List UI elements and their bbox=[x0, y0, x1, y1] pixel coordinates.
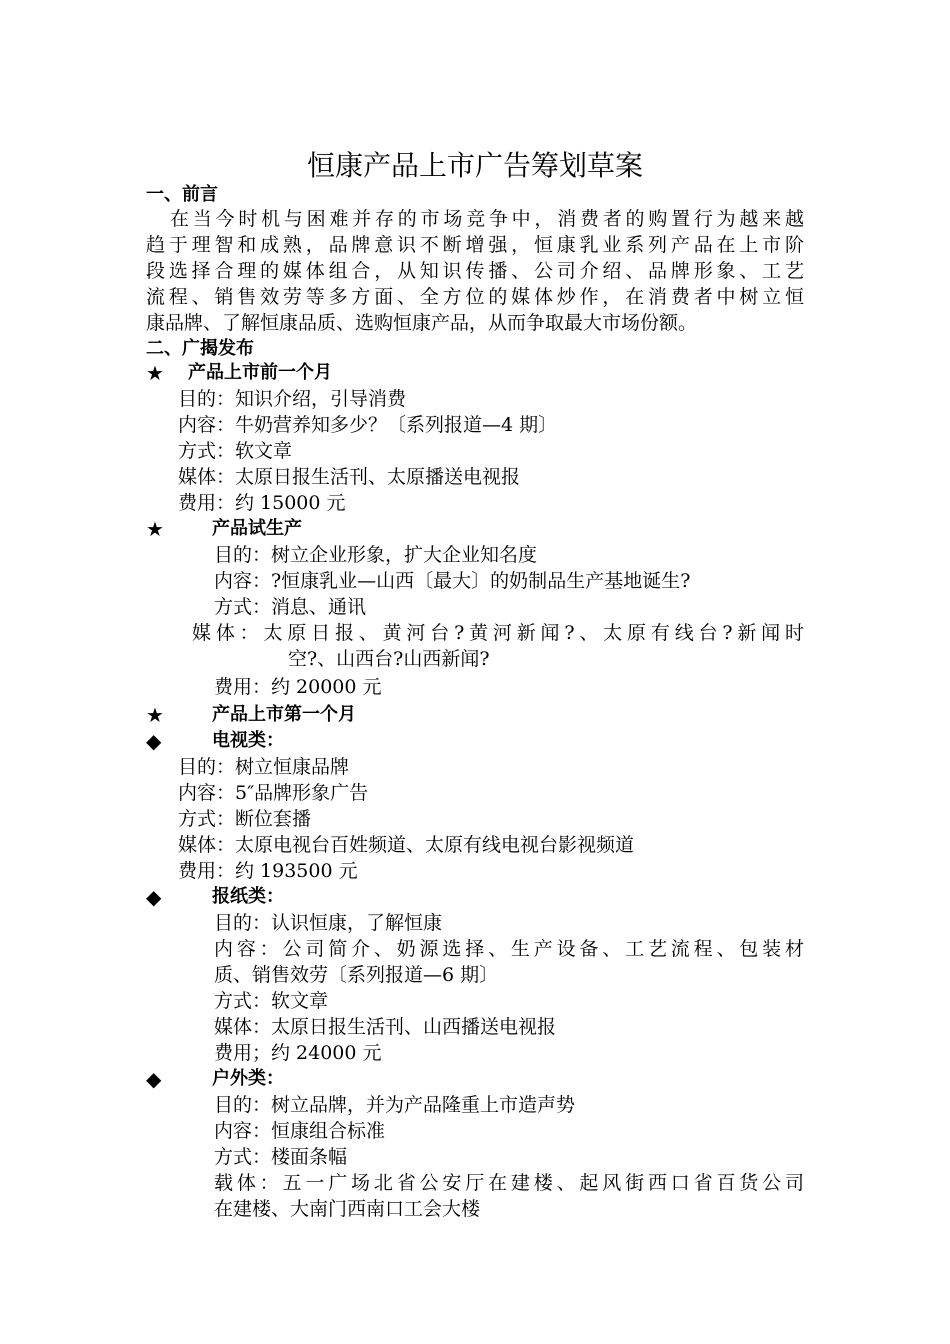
diamond-bullet-icon: ◆ bbox=[146, 1067, 162, 1091]
outdoor-content: 内容：恒康组合标准 bbox=[214, 1120, 386, 1142]
newspaper-heading: 报纸类： bbox=[212, 886, 284, 907]
tv-cost: 费用：约 193500 元 bbox=[178, 860, 358, 882]
section-heading-preface: 一、前言 bbox=[146, 184, 218, 205]
outdoor-method: 方式：楼面条幅 bbox=[214, 1146, 348, 1168]
tv-heading: 电视类： bbox=[212, 730, 284, 751]
star-bullet-icon: ★ bbox=[146, 517, 164, 541]
star-bullet-icon: ★ bbox=[146, 703, 164, 727]
preface-line-1: 在当今时机与困难并存的市场竞争中，消费者的购置行为越来越 bbox=[170, 208, 804, 230]
preface-line-5: 康品牌、了解恒康品质、选购恒康产品，从而争取最大市场份额。 bbox=[146, 312, 698, 334]
star-bullet-icon: ★ bbox=[146, 361, 164, 385]
block2-content: 内容：?恒康乳业—山西〔最大〕的奶制品生产基地诞生? bbox=[214, 570, 691, 592]
outdoor-carrier-line2: 在建楼、大南门西南口工会大楼 bbox=[214, 1198, 481, 1220]
tv-method: 方式：断位套播 bbox=[178, 808, 312, 830]
tv-media: 媒体：太原电视台百姓频道、太原有线电视台影视频道 bbox=[178, 834, 635, 856]
block2-method: 方式：消息、通讯 bbox=[214, 596, 367, 618]
block1-method: 方式：软文章 bbox=[178, 440, 293, 462]
block2-media-line2: 空?、山西台?山西新闻? bbox=[288, 648, 490, 670]
newspaper-method: 方式：软文章 bbox=[214, 990, 329, 1012]
tv-content: 内容：5″品牌形象广告 bbox=[178, 782, 369, 804]
outdoor-carrier-line1: 载体：五一广场北省公安厅在建楼、起风街西口省百货公司 bbox=[214, 1172, 804, 1194]
block2-heading: 产品试生产 bbox=[212, 518, 302, 539]
block2-media-line1: 媒体：太原日报、黄河台?黄河新闻?、太原有线台?新闻时 bbox=[192, 622, 804, 644]
block2-purpose: 目的：树立企业形象，扩大企业知名度 bbox=[214, 544, 538, 566]
newspaper-cost: 费用；约 24000 元 bbox=[214, 1042, 382, 1064]
newspaper-content-line1: 内容：公司简介、奶源选择、生产设备、工艺流程、包装材 bbox=[214, 938, 804, 960]
preface-line-4: 流程、销售效劳等多方面、全方位的媒体炒作，在消费者中树立恒 bbox=[146, 286, 804, 308]
outdoor-purpose: 目的：树立品牌，并为产品隆重上市造声势 bbox=[214, 1094, 576, 1116]
newspaper-content-line2: 质、销售效劳〔系列报道—6 期〕 bbox=[214, 964, 499, 986]
section-heading-ad-release: 二、广揭发布 bbox=[146, 338, 254, 359]
block3-heading: 产品上市第一个月 bbox=[212, 704, 356, 725]
document-title: 恒康产品上市广告筹划草案 bbox=[306, 149, 643, 182]
block1-media: 媒体：太原日报生活刊、太原播送电视报 bbox=[178, 466, 521, 488]
preface-line-3: 段选择合理的媒体组合，从知识传播、公司介绍、品牌形象、工艺 bbox=[146, 260, 804, 282]
block1-content: 内容：牛奶营养知多少？〔系列报道—4 期〕 bbox=[178, 414, 558, 436]
block2-cost: 费用：约 20000 元 bbox=[214, 676, 382, 698]
outdoor-heading: 户外类： bbox=[212, 1068, 284, 1089]
block1-heading: 产品上市前一个月 bbox=[188, 362, 332, 383]
tv-purpose: 目的：树立恒康品牌 bbox=[178, 756, 350, 778]
diamond-bullet-icon: ◆ bbox=[146, 729, 162, 753]
block1-cost: 费用：约 15000 元 bbox=[178, 492, 346, 514]
block1-purpose: 目的：知识介绍，引导消费 bbox=[178, 388, 407, 410]
newspaper-media: 媒体：太原日报生活刊、山西播送电视报 bbox=[214, 1016, 557, 1038]
newspaper-purpose: 目的：认识恒康，了解恒康 bbox=[214, 912, 443, 934]
diamond-bullet-icon: ◆ bbox=[146, 885, 162, 909]
preface-line-2: 趋于理智和成熟，品牌意识不断增强，恒康乳业系列产品在上市阶 bbox=[146, 234, 804, 256]
